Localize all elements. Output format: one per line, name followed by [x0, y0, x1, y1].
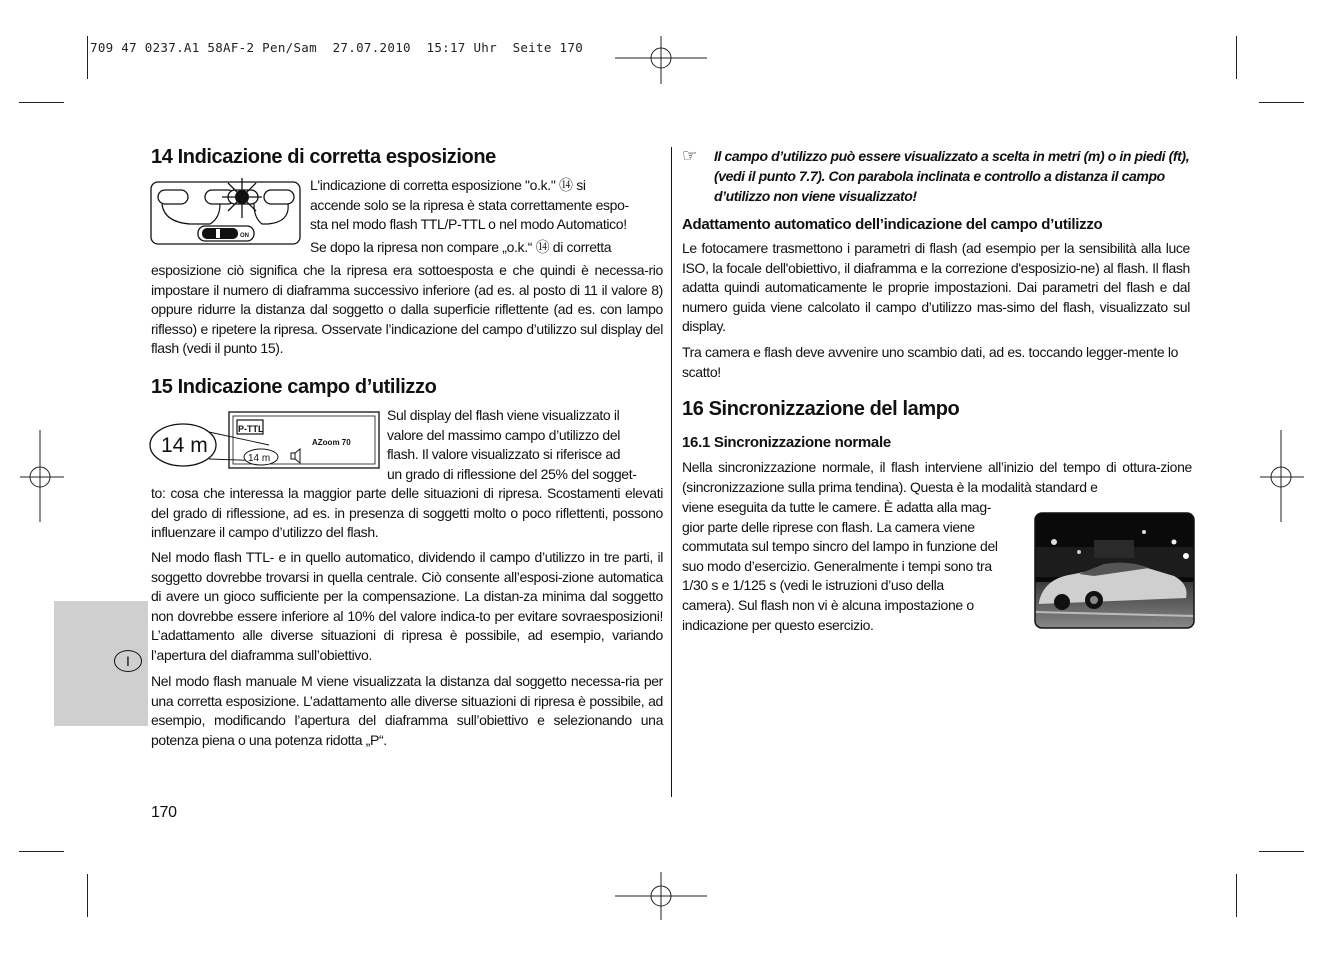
section-16-wrap-text — [682, 498, 1027, 635]
crop-mark — [87, 36, 88, 79]
registration-mark — [20, 430, 64, 522]
section-16-paragraph-full: Nella sincronizzazione normale, il flash interviene all’inizio del tempo di ottura-zione (sincronizzazione sulla prima tendina). Questa è la modalità standard e — [682, 459, 1192, 495]
section-16-1-subtitle: 16.1 Sincronizzazione normale — [682, 434, 891, 451]
pointing-hand-icon: ☞ — [682, 146, 698, 166]
zoom-readout: AZoom 70 — [312, 438, 351, 447]
crop-mark — [87, 874, 88, 917]
crop-mark — [1259, 102, 1304, 103]
page-number: 170 — [151, 804, 177, 821]
section-16-title: 16 Sincronizzazione del lampo — [682, 398, 960, 420]
auto-adapt-paragraph-1: Le fotocamere trasmettono i parametri di flash (ad esempio per la sensibilità alla luce ISO, la focale dell'obiettivo, il diaframma e la correzione d'esposizio-ne) al flash. Il flash adatta quindi automaticamente le proprie impostazioni. Dai parametri del flash e dal numero guida viene calcolato il campo d’utilizzo mas-simo del flash, visualizzato sul display. — [682, 240, 1190, 335]
text-line: suo modo d’esercizio. Generalmente i tempi sono tra — [682, 557, 992, 574]
crop-mark — [19, 851, 64, 852]
text-line: Se dopo la ripresa non compare „o.k.“ ⑭ di corretta — [310, 238, 612, 255]
section-14-paragraph: esposizione ciò significa che la ripresa era sottoesposta e che quindi è necessa-rio impostare il numero di diaframma successivo inferiore (ad es. al posto di 11 il valore 8) oppure ridurre la distanza dal soggetto o dalla superficie riflettente (ad es. con lampo riflesso) e ripetere la ripresa. Osservate l’indicazione del campo d’utilizzo sul display del flash (vedi il punto 15). — [151, 262, 663, 357]
print-slug: 709 47 0237.A1 58AF-2 Pen/Sam 27.07.2010 15:17 Uhr Seite 170 — [90, 40, 584, 55]
ok-indicator-figure — [150, 178, 302, 246]
column-divider — [671, 147, 672, 797]
language-indicator: I — [114, 650, 142, 672]
text-line: L'indicazione di corretta esposizione "o.k." ⑭ si — [310, 177, 586, 193]
section-15-wrap-text — [387, 406, 663, 484]
text-line: indicazione per questo esercizio. — [682, 616, 874, 633]
range-unit-note: Il campo d’utilizzo può essere visualizzato a scelta in metri (m) o in piedi (ft), (vedi il punto 7.7). Con parabola inclinata e controllo a distanza il campo d’utilizzo non viene visualizzato! — [714, 148, 1190, 204]
night-car-photo — [1034, 512, 1195, 629]
text-line: viene eseguita da tutte le camere. È adatta alla mag- — [682, 499, 992, 515]
registration-mark — [1260, 430, 1304, 522]
text-line: Sul display del flash viene visualizzato il — [387, 407, 620, 423]
auto-adapt-title: Adattamento automatico dell’indicazione del campo d’utilizzo — [682, 216, 1103, 233]
section-15-paragraph-2: Nel modo flash TTL- e in quello automatico, dividendo il campo d’utilizzo in tre parti, il soggetto dovrebbe trovarsi in quella centrale. Ciò consente all’esposi-zione automatica di avere un gioco sufficiente per la compensazione. La distan-za minima dal soggetto non dovrebbe essere inferiore al 10% del valore indica-to per evitare sovraesposizioni! L’adattamento alle diverse situazioni di ripresa è possibile, ad esempio, variando l’apertura del diaframma sull’obiettivo. — [151, 549, 663, 663]
section-15-title: 15 Indicazione campo d’utilizzo — [151, 376, 437, 398]
text-line: accende solo se la ripresa è stata correttamente espo- — [310, 196, 629, 213]
crop-mark — [19, 102, 64, 103]
text-line: commutata sul tempo sincro del lampo in funzione del — [682, 538, 998, 555]
crop-mark — [1236, 36, 1237, 79]
text-line: 1/30 s e 1/125 s (vedi le istruzioni d’uso della — [682, 577, 944, 594]
distance-readout: 14 m — [248, 453, 271, 464]
section-15-paragraph-1: to: cosa che interessa la maggior parte delle situazioni di ripresa. Scostamenti elevati del grado di riflessione, ad es. in presenza di soggetti molto o poco riflettenti, possono influenzare il campo d’utilizzo del flash. — [151, 485, 663, 541]
section-14-title: 14 Indicazione di corretta esposizione — [151, 146, 496, 168]
range-callout: 14 m — [161, 434, 208, 457]
registration-mark — [615, 36, 707, 84]
section-14-wrap-text — [310, 176, 662, 257]
range-display-figure — [149, 410, 381, 470]
text-line: valore del massimo campo d’utilizzo del — [387, 426, 621, 443]
crop-mark — [1236, 874, 1237, 917]
on-label: ON — [240, 233, 249, 239]
text-line: camera). Sul flash non vi è alcuna impostazione o — [682, 596, 974, 613]
text-line: flash. Il valore visualizzato si riferisce ad — [387, 446, 621, 463]
auto-adapt-paragraph-2: Tra camera e flash deve avvenire uno scambio dati, ad es. toccando legger-mente lo scatto! — [682, 344, 1179, 380]
section-15-paragraph-3: Nel modo flash manuale M viene visualizzata la distanza dal soggetto necessa-ria per una corretta esposizione. L’adattamento alle diverse situazioni di ripresa è possibile, ad esempio, modificando l’apertura del diaframma sull’obiettivo e selezionando una potenza piena o una potenza ridotta „P“. — [151, 673, 663, 748]
text-line: gior parte delle riprese con flash. La camera viene — [682, 518, 975, 535]
ttl-mode-indicator: P-TTL — [238, 424, 264, 434]
text-line: un grado di riflessione del 25% del sogget- — [387, 465, 637, 482]
registration-mark — [615, 872, 707, 920]
crop-mark — [1259, 851, 1304, 852]
text-line: sta nel modo flash TTL/P-TTL o nel modo Automatico! — [310, 216, 627, 233]
